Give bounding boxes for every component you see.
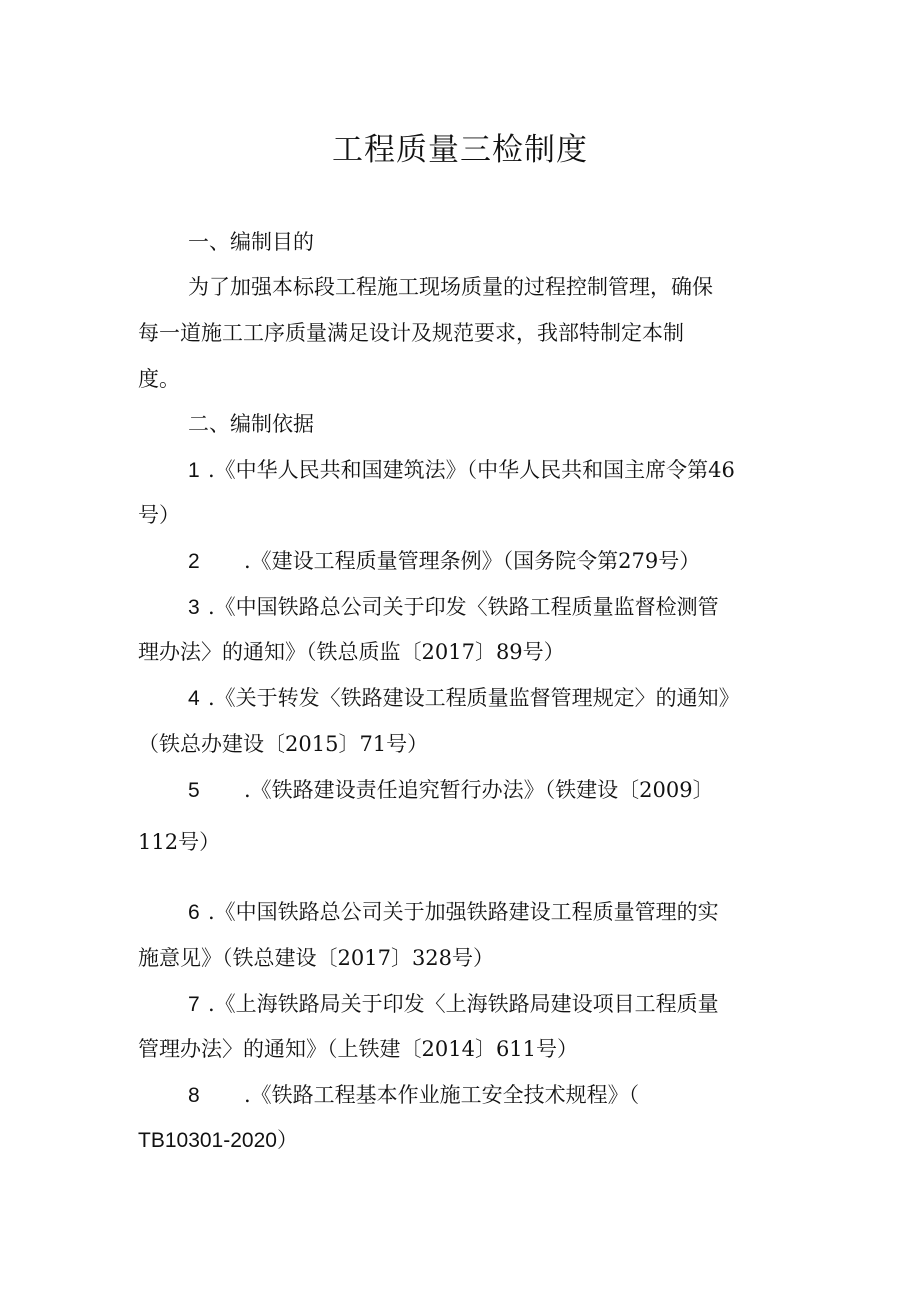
item-text: .《建设工程质量管理条例》（国务院令第279号） [244,549,701,573]
basis-item [188,547,700,576]
basis-item [188,684,740,713]
basis-item [188,1081,639,1110]
item-number: 2 [188,550,200,573]
item-number: 1 [188,459,200,482]
item-number: 4 [188,687,200,710]
basis-item-continuation: 理办法〉的通知》（铁总质监〔2017〕89号） [138,640,565,664]
purpose-paragraph-line: 每一道施工工序质量满足设计及规范要求，我部特制定本制 [138,321,684,345]
basis-item [188,898,719,927]
basis-item-continuation: 号） [138,503,180,527]
section-heading-purpose: 一、编制目的 [188,230,314,254]
item-text: .《铁路建设责任追究暂行办法》（铁建设〔2009〕 [244,778,714,802]
item-text: .《铁路工程基本作业施工安全技术规程》（ [244,1083,640,1107]
item-number: 5 [188,779,200,802]
item-number: 3 [188,596,200,619]
basis-item-continuation: 112号） [138,830,221,854]
basis-item-continuation: （铁总办建设〔2015〕71号） [138,732,429,756]
item-text: .《中国铁路总公司关于加强铁路建设工程质量管理的实 [208,900,719,924]
basis-item-continuation: TB10301-2020） [138,1129,298,1152]
item-number: 7 [188,993,200,1016]
item-text: .《上海铁路局关于印发〈上海铁路局建设项目工程质量 [208,992,719,1016]
section-heading-basis: 二、编制依据 [188,412,314,436]
basis-item-continuation: 施意见》（铁总建设〔2017〕328号） [138,946,495,970]
item-text: .《关于转发〈铁路建设工程质量监督管理规定〉的通知》 [208,686,740,710]
purpose-paragraph-line: 为了加强本标段工程施工现场质量的过程控制管理，确保 [188,275,713,299]
document-title: 工程质量三检制度 [332,132,588,168]
basis-item [188,456,735,485]
item-number: 8 [188,1084,200,1107]
item-number: 6 [188,901,200,924]
item-text: .《中华人民共和国建筑法》（中华人民共和国主席令第46 [208,458,735,482]
basis-item [188,593,719,622]
basis-item [188,776,714,805]
basis-item [188,990,719,1019]
basis-item-continuation: 管理办法〉的通知》（上铁建〔2014〕611号） [138,1037,579,1061]
purpose-paragraph-line: 度。 [138,367,180,391]
item-text: .《中国铁路总公司关于印发〈铁路工程质量监督检测管 [208,595,719,619]
